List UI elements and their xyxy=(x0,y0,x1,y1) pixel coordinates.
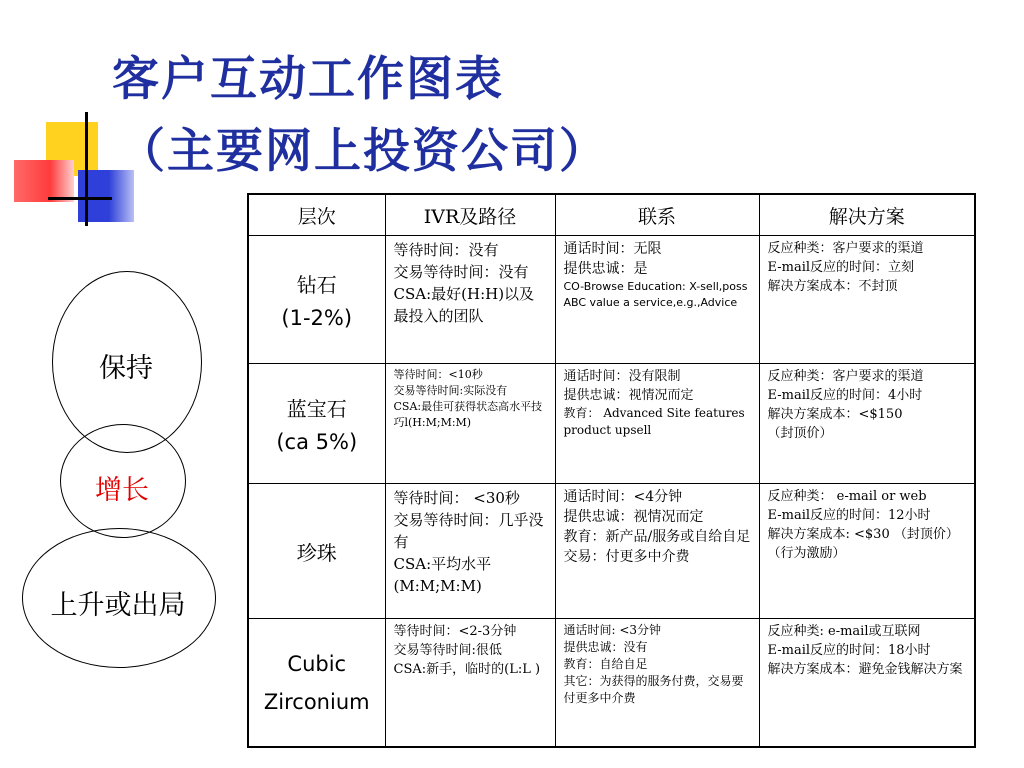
ivr-line: CSA:新手，临时的(L:L ) xyxy=(393,662,541,678)
solution-line: 解决方案成本：避免金钱解决方案 xyxy=(767,662,963,678)
solution-line: E-mail反应的时间：立刻 xyxy=(767,260,915,276)
header-contact: 联系 xyxy=(555,194,759,236)
contact-line: 提供忠诚：没有 xyxy=(563,640,648,655)
contact-line: CO-Browse Education: X-sell,poss ABC value a service,e.g.,Advice xyxy=(563,280,748,310)
level-share: (ca 5%) xyxy=(276,430,358,455)
page-title: 客户互动工作图表 xyxy=(112,52,504,107)
level-share: (1-2%) xyxy=(281,306,353,331)
contact-cell xyxy=(555,236,759,364)
ivr-line: 等待时间：<10秒 xyxy=(393,368,483,382)
solution-cell xyxy=(759,619,975,747)
ivr-cell xyxy=(385,364,555,484)
contact-line: 提供忠诚：视情况而定 xyxy=(563,388,694,404)
contact-cell xyxy=(555,619,759,747)
deco-horizontal-line xyxy=(48,197,112,200)
exit-label: 上升或出局 xyxy=(50,590,186,621)
keep-label: 保持 xyxy=(99,353,153,384)
ivr-line: 等待时间：没有 xyxy=(393,241,499,260)
contact-line: 通话时间：没有限制 xyxy=(563,369,681,385)
header-level: 层次 xyxy=(248,194,385,236)
solution-line: 解决方案成本：<$150 xyxy=(767,407,903,423)
ivr-line: CSA:最好(H:H)以及最投入的团队 xyxy=(393,285,535,326)
solution-line: E-mail反应的时间：18小时 xyxy=(767,643,931,659)
level-name: 蓝宝石 xyxy=(286,397,347,422)
ivr-line: 等待时间： <30秒 xyxy=(393,489,520,508)
contact-cell xyxy=(555,484,759,619)
level-cell xyxy=(248,619,385,747)
contact-cell xyxy=(555,364,759,484)
ivr-line: 等待时间：<2-3分钟 xyxy=(393,624,517,640)
table-row xyxy=(248,236,975,364)
ivr-cell xyxy=(385,236,555,364)
ivr-line: 交易等待时间:很低 xyxy=(393,643,502,659)
solution-line: E-mail反应的时间：4小时 xyxy=(767,388,923,404)
solution-cell xyxy=(759,364,975,484)
deco-red-square xyxy=(14,160,74,202)
level-name: 钻石 xyxy=(296,273,337,298)
level-name: 珍珠 xyxy=(296,540,337,565)
ivr-line: CSA:最佳可获得状态高水平技巧l(H:M;M:M) xyxy=(393,400,543,430)
ivr-line: 交易等待时间：几乎没有 xyxy=(393,511,544,552)
contact-line: 教育： Advanced Site features product upsell xyxy=(563,406,745,438)
solution-line: E-mail反应的时间：12小时 xyxy=(767,508,931,524)
table-header-row xyxy=(248,194,975,236)
contact-line: 交易：付更多中介费 xyxy=(563,549,690,566)
ivr-line: 交易等待时间:实际没有 xyxy=(393,384,508,398)
contact-line: 通话时间：<4分钟 xyxy=(563,489,683,506)
level-cell xyxy=(248,484,385,619)
ivr-cell xyxy=(385,619,555,747)
contact-line: 教育：自给自足 xyxy=(563,657,648,672)
solution-line: （封顶价） xyxy=(767,426,833,442)
contact-line: 提供忠诚：视情况而定 xyxy=(563,509,704,526)
table-row xyxy=(248,619,975,747)
contact-line: 其它：为获得的服务付费，交易要付更多中介费 xyxy=(563,674,744,706)
table-row xyxy=(248,484,975,619)
solution-line: 解决方案成本: <$30 （封顶价）（行为激励） xyxy=(767,527,959,562)
solution-line: 反应种类：客户要求的渠道 xyxy=(767,241,924,257)
solution-cell xyxy=(759,484,975,619)
header-solution: 解决方案 xyxy=(759,194,975,236)
solution-line: 反应种类： e-mail or web xyxy=(767,489,927,505)
page-subtitle: （主要网上投资公司） xyxy=(118,124,608,179)
contact-line: 教育：新产品/服务或自给自足 xyxy=(563,529,751,546)
deco-vertical-line xyxy=(85,112,88,226)
solution-line: 反应种类：客户要求的渠道 xyxy=(767,369,924,385)
contact-line: 通话时间：无限 xyxy=(563,241,662,258)
ivr-cell xyxy=(385,484,555,619)
contact-line: 提供忠诚：是 xyxy=(563,261,648,278)
ivr-line: CSA:平均水平(M:M;M:M) xyxy=(393,555,492,596)
level-name: Cubic xyxy=(287,651,347,676)
ivr-line: 交易等待时间：没有 xyxy=(393,263,529,282)
header-ivr: IVR及路径 xyxy=(385,194,555,236)
solution-cell xyxy=(759,236,975,364)
table-row xyxy=(248,364,975,484)
solution-line: 解决方案成本：不封顶 xyxy=(767,279,898,295)
level-share: Zirconium xyxy=(263,689,370,714)
grow-label: 增长 xyxy=(95,475,149,506)
solution-line: 反应种类: e-mail或互联网 xyxy=(767,624,921,640)
contact-line: 通话时间: <3分钟 xyxy=(563,623,662,638)
interaction-table xyxy=(247,193,976,748)
level-cell xyxy=(248,236,385,364)
level-cell xyxy=(248,364,385,484)
